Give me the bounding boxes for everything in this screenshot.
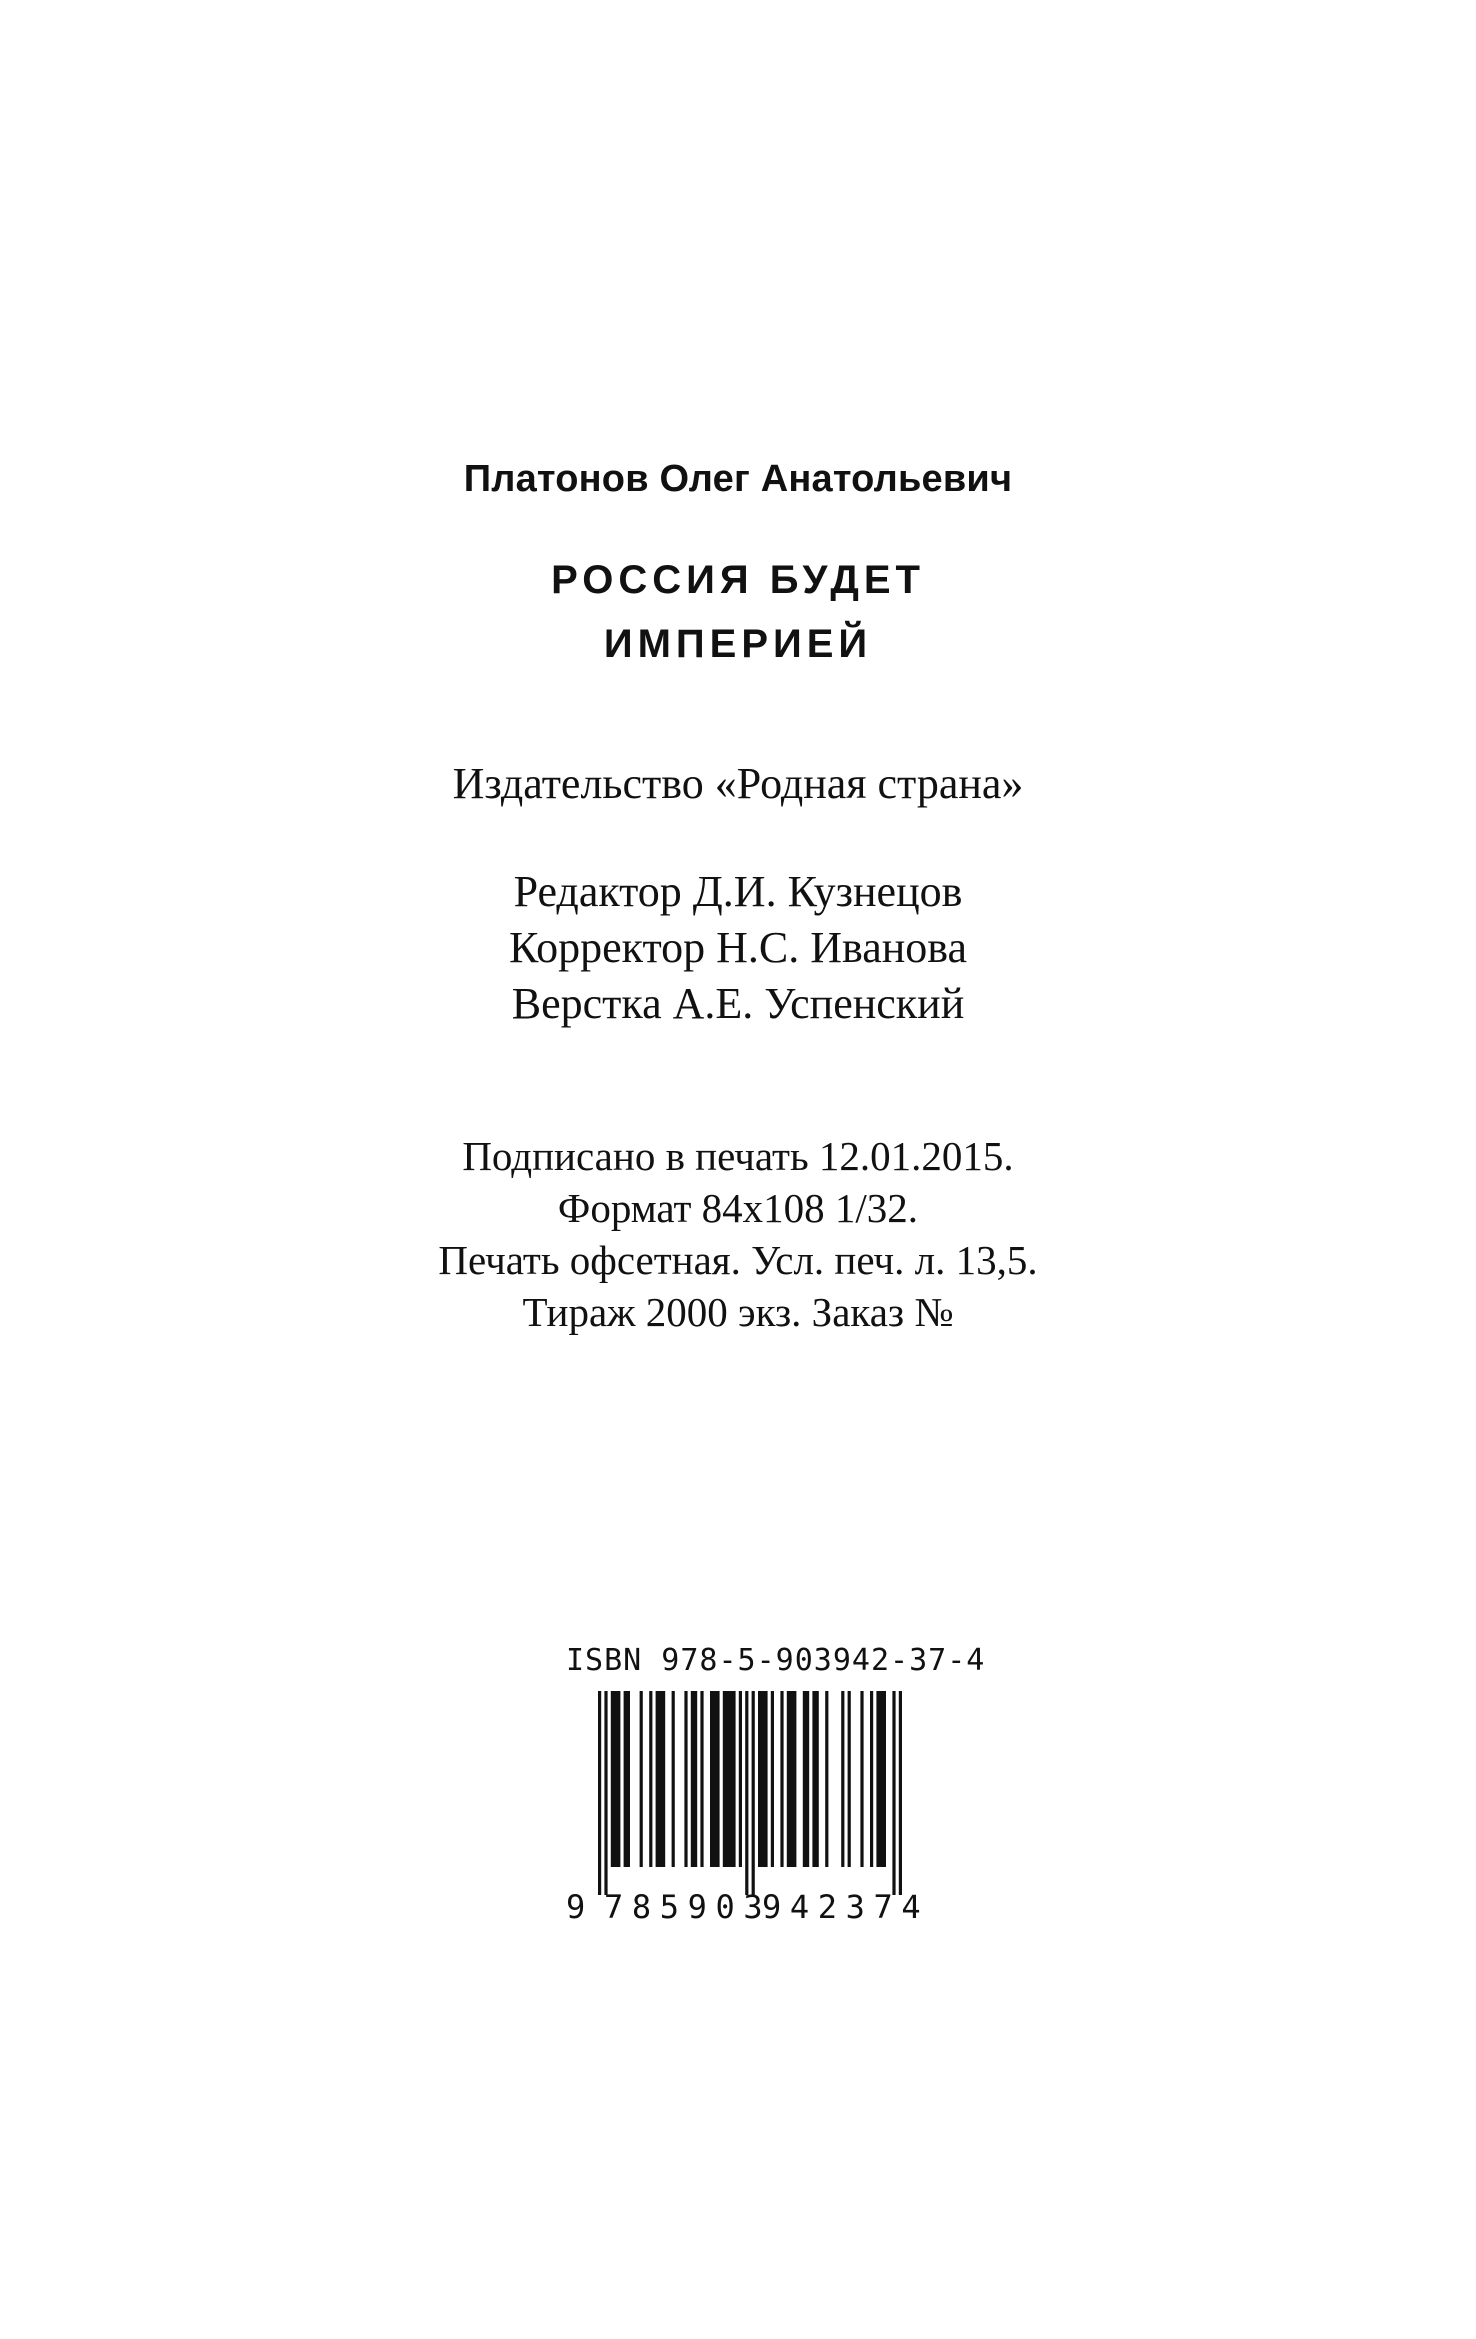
signed-for-print-line: Подписано в печать 12.01.2015.	[462, 1133, 1014, 1179]
book-title-line-2: ИМПЕРИЕЙ	[603, 622, 873, 666]
proofreader-credit: Корректор Н.С. Иванова	[508, 923, 968, 972]
print-details	[0, 1130, 1476, 1338]
barcode-bar	[812, 1691, 818, 1867]
barcode-bar	[870, 1691, 873, 1867]
barcode-bar	[723, 1691, 736, 1867]
barcode-bar	[739, 1691, 742, 1867]
barcode-bar	[611, 1691, 621, 1867]
barcode-bar	[825, 1691, 828, 1867]
barcode-guard-bar	[892, 1691, 895, 1895]
barcode-digit-first: 9	[566, 1888, 586, 1926]
barcode-guard-bar	[899, 1691, 902, 1895]
barcode-bar	[841, 1691, 844, 1867]
barcode-bar	[771, 1691, 774, 1867]
printing-type-line: Печать офсетная. Усл. печ. л. 13,5.	[438, 1237, 1038, 1283]
publisher-name: Издательство «Родная страна»	[452, 759, 1024, 808]
layout-credit: Верстка А.Е. Успенский	[511, 979, 965, 1028]
isbn-label: ISBN 978-5-903942-37-4	[566, 1643, 986, 1678]
isbn-barcode-block	[566, 1643, 986, 1927]
book-title	[0, 548, 1476, 676]
barcode-bar	[624, 1691, 630, 1867]
barcode-guard-bar	[604, 1691, 607, 1895]
barcode-bar	[803, 1691, 809, 1867]
staff-credits	[0, 864, 1476, 1032]
barcode-digits	[566, 1888, 930, 1928]
barcode-bar	[649, 1691, 652, 1867]
barcode-bar	[860, 1691, 863, 1867]
barcode-bar	[848, 1691, 851, 1867]
barcode-bar	[710, 1691, 720, 1867]
barcode-bar	[656, 1691, 666, 1867]
barcode-bar	[758, 1691, 768, 1867]
print-run-line: Тираж 2000 экз. Заказ №	[522, 1289, 954, 1335]
barcode-graphic	[578, 1691, 914, 1895]
barcode-guard-bar	[745, 1691, 748, 1895]
barcode-bar	[787, 1691, 797, 1867]
author-name: Платонов Олег Анатольевич	[463, 458, 1013, 500]
barcode-bar	[672, 1691, 675, 1867]
barcode-guard-bar	[598, 1691, 601, 1895]
editor-credit: Редактор Д.И. Кузнецов	[513, 867, 963, 916]
barcode-bar	[684, 1691, 687, 1867]
barcode-bar	[691, 1691, 697, 1867]
format-line: Формат 84х108 1/32.	[557, 1185, 919, 1231]
barcode-digits-left: 785903	[604, 1888, 772, 1926]
barcode-digits-right: 942374	[762, 1888, 930, 1926]
barcode-bar	[780, 1691, 783, 1867]
barcode-guard-bar	[752, 1691, 755, 1895]
barcode-bar	[640, 1691, 643, 1867]
barcode-bar	[876, 1691, 886, 1867]
book-title-line-1: РОССИЯ БУДЕТ	[551, 558, 925, 602]
barcode-bar	[700, 1691, 703, 1867]
